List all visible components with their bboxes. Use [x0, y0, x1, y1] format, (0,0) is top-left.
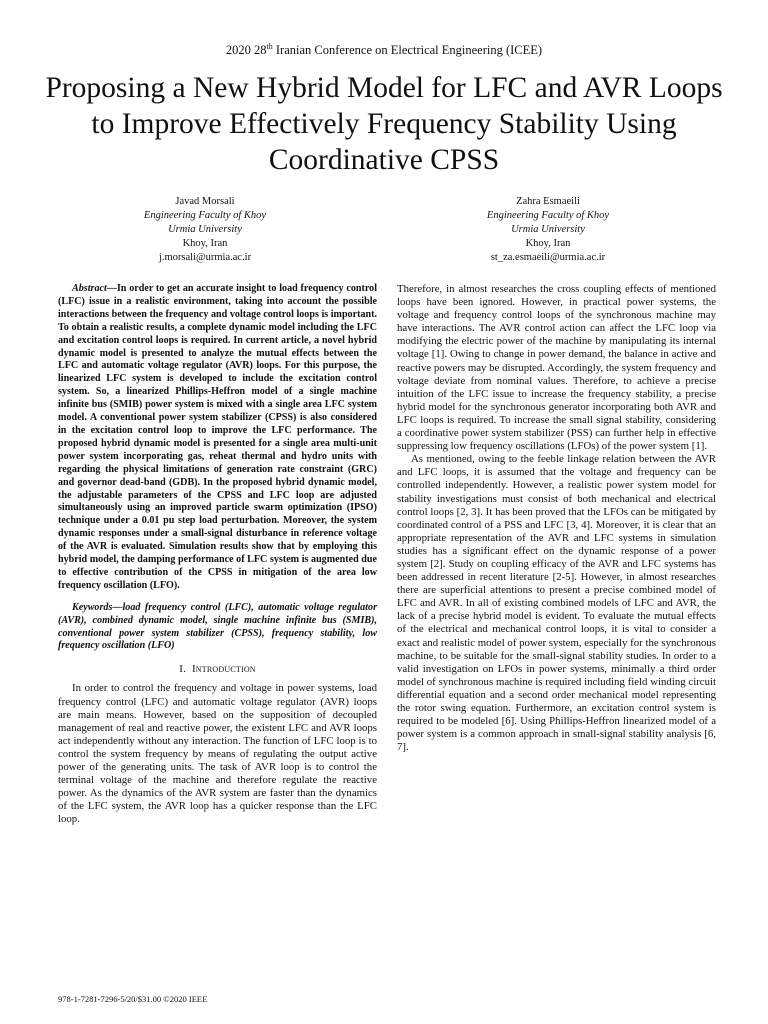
author-location: Khoy, Iran: [182, 238, 228, 249]
intro-paragraph-1: In order to control the frequency and voltage in power systems, load frequency control (LFC) and automatic voltage regulator (AVR) loops are main means. However, based on the supposition of decoupled management of real and reactive power, the existent LFC and AVR loops act independently without any interaction. The function of LFC loop is to control the system frequency by means of regulating the output active power of the generating units. The task of AVR loop is to control the terminal voltage of the machine and therefore regulate the reactive power. As the dynamics of the AVR system are faster than the dynamics of the LFC system, the AVR loop has a quicker response than the LFC loop.: [58, 682, 377, 826]
abstract-text: —In order to get an accurate insight to load frequency control (LFC) issue in a realistic environment, taking into account the possible interactions between the frequency and voltage control loops is important. To obtain a realistic results, a complete dynamic model including the LFC and excitation control loops is required. In current article, a novel hybrid dynamic model is presented to analyze the mutual effects between the LFC and automatic voltage regulator (AVR) loops. For this purpose, the linearized LFC system is developed to include the excitation control system. So, a linearized Phillips-Heffron model of a single machine infinite bus (SMIB) power system is mixed with a single area LFC system model. A conventional power system stabilizer (CPSS) is also considered in the excitation control loop to improve the LFC performance. The proposed hybrid dynamic model is presented for a single area multi-unit power system incorporating gas, reheat thermal and hydro units with regarding the physical limitations of generation rate constraint (GRC) and governor dead-band (GDB). In the proposed hybrid dynamic model, the adjustable parameters of the CPSS and LFC loop are adjusted simultaneously using an improved particle swarm optimization (IPSO) technique under a 0.01 pu step load perturbation. Moreover, the system dynamic responses under a small-signal disturbance in reference voltage of the AVR is evaluated. Simulation results show that by employing this hybrid model, the damping performance of LFC system is augmented due to effective contribution of the CPSS in mitigation of the area low frequency oscillation (LFO).: [58, 283, 377, 591]
section-title: Introduction: [191, 663, 256, 676]
author-name: Javad Morsali: [175, 196, 235, 207]
section-number: I.: [179, 663, 187, 676]
left-column: [58, 283, 377, 827]
conference-header: [0, 42, 768, 58]
author-faculty: Engineering Faculty of Khoy: [143, 210, 267, 221]
conference-ordinal: 28: [254, 43, 267, 58]
section-heading: [58, 663, 377, 676]
intro-paragraph-3: As mentioned, owing to the feeble linkage relation between the AVR and LFC loops, it is assumed that the voltage and frequency can be controlled independently. However, a realistic power system model for stability investigations must consist of both mechanical and electrical control loops [2, 3]. It has been proved that the LFOs can be mitigated by coordinated control of a PSS and LFC [3, 4]. Moreover, it is clear that an appropriate representation of the AVR and LFC systems in simulation studies has a significant effect on the dynamic response of a power system [2]. Study on coupling efficacy of the AVR and LFC systems has been addressed in recent literature [2-5]. However, in almost researches there are superficial attentions to present a precise combined model of LFC and AVR. In all of existing combined models of LFC and AVR, the lack of a precise hybrid model is evident. To evaluate the mutual effects of the electrical and mechanical control loops, it is vital to consider a exact and realistic model of power system, especially for the synchronous machine, to be suitable for the small-signal stability studies. In order to a valid investigation on LFOs in power systems, minimally a third order model of synchronous machine is required including field winding circuit differential equation and a second order mechanical model representing the rotor swing equation. Furthermore, an excitation control system is required to be modeled [6]. Using Phillips-Heffron linearized model of a power system is a common approach in small-signal stability analysis [6, 7].: [397, 453, 716, 754]
author-block-1: [85, 195, 325, 265]
abstract: [58, 283, 377, 593]
author-university: Urmia University: [168, 224, 242, 235]
keywords: [58, 602, 377, 654]
author-name: Zahra Esmaeili: [516, 196, 580, 207]
author-email[interactable]: j.morsali@urmia.ac.ir: [158, 252, 252, 263]
paper-title: Proposing a New Hybrid Model for LFC and AVR Loops to Improve Effectively Frequency Stability Using Coordinative CPSS: [45, 72, 723, 176]
author-faculty: Engineering Faculty of Khoy: [486, 210, 610, 221]
author-location: Khoy, Iran: [525, 238, 571, 249]
right-column: [397, 283, 716, 754]
abstract-label: Abstract: [72, 283, 107, 294]
keywords-label: Keywords: [72, 601, 113, 613]
copyright-footer: 978-1-7281-7296-5/20/$31.00 ©2020 IEEE: [58, 994, 208, 1004]
conference-ordinal-suffix: th: [266, 42, 273, 51]
author-email[interactable]: st_za.esmaeili@urmia.ac.ir: [490, 252, 606, 263]
author-university: Urmia University: [511, 224, 585, 235]
intro-paragraph-2: Therefore, in almost researches the cross coupling effects of mentioned loops have been ignored. However, in practical power systems, the voltage and frequency control loops of the synchronous machine may have interactions. The AVR control action can affect the LFC loop via modifying the electric power of the machine by manipulating its internal voltage [1]. Owing to change in power demand, the balance in active and reactive powers may be disrupted. Accordingly, the system frequency and voltage deviate from nominal values. Therefore, to achieve a precise intuition of the LFC issue to increase the frequency stability, a precise hybrid model for the synchronous generator incorporating both AVR and LFC loops is required. To increase the small signal stability, considering a coordinative power system stabilizer (PSS) can further help in effective suppressing low frequency oscillations (LFOs) of the power system [1].: [397, 283, 716, 453]
author-block-2: [428, 195, 668, 265]
conference-name: Iranian Conference on Electrical Engineering (ICEE): [272, 43, 543, 58]
conference-year: 2020: [225, 43, 251, 58]
keywords-text: —load frequency control (LFC), automatic voltage regulator (AVR), combined dynamic model, single machine infinite bus (SMIB), conventional power system stabilizer (CPSS), frequency stability, low frequency oscillation (LFO): [58, 601, 377, 652]
